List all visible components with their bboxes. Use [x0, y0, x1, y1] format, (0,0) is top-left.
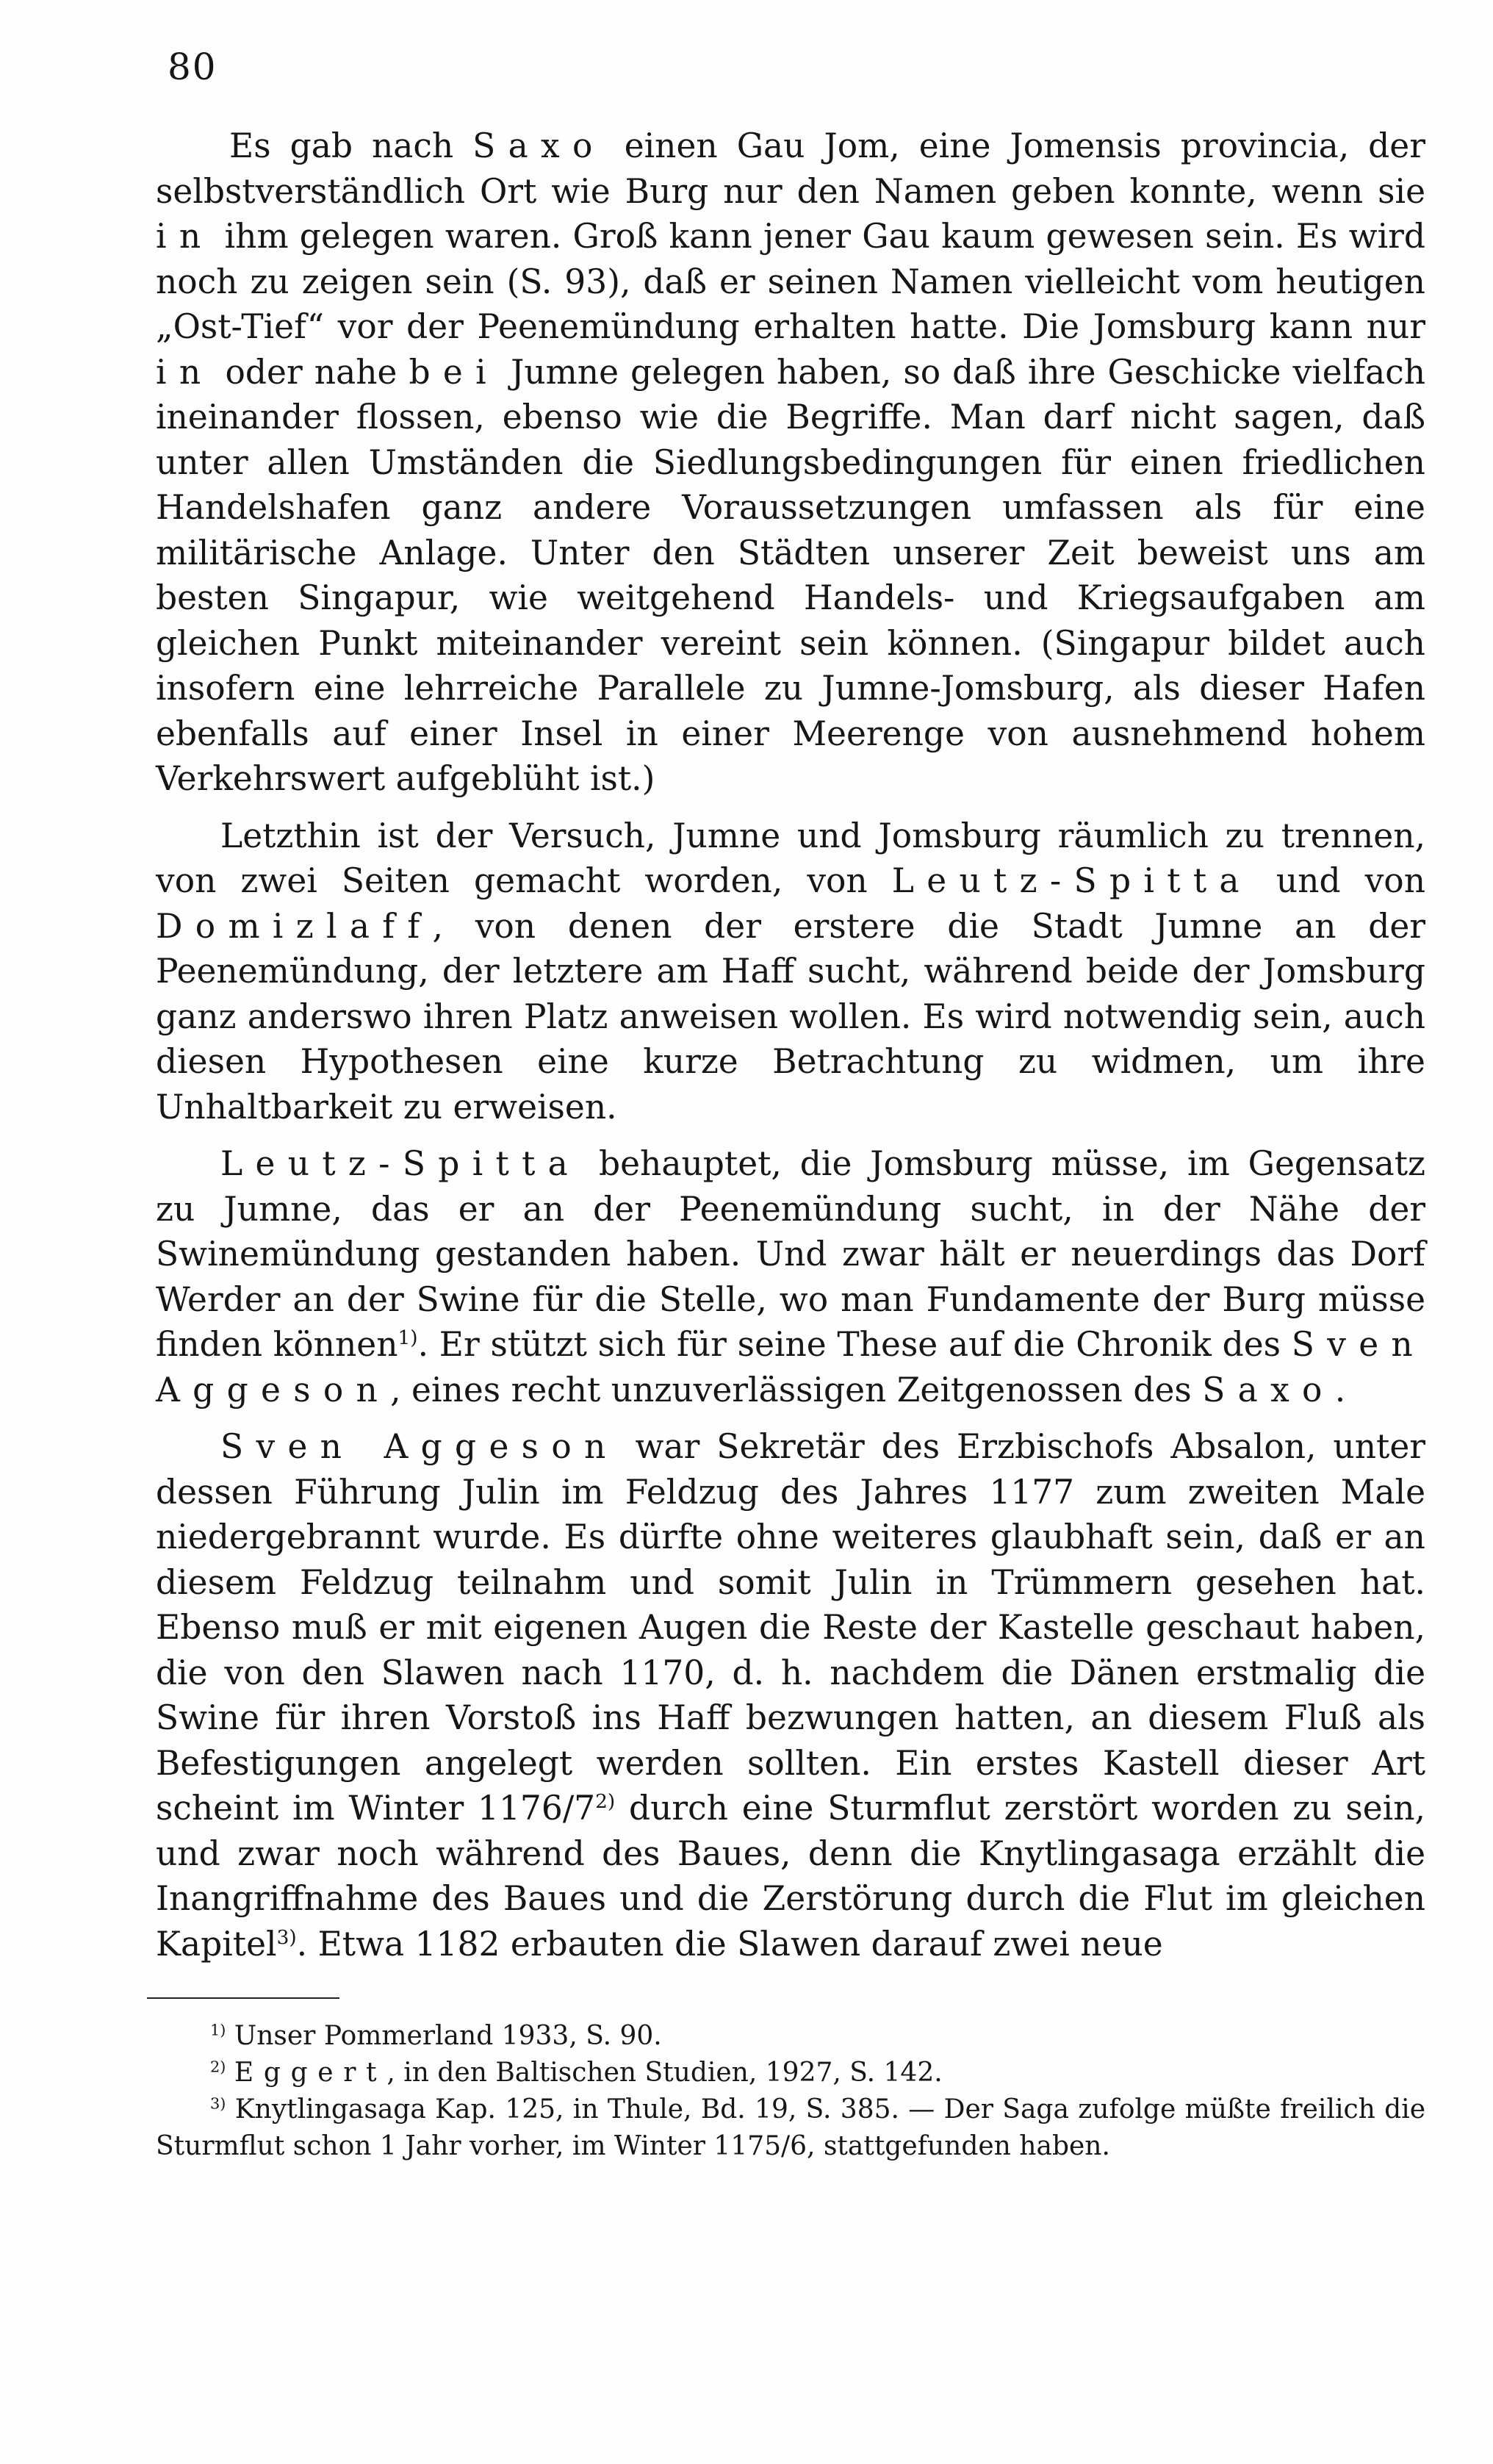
footnote-indent [156, 2021, 210, 2051]
text-run: . [1334, 1370, 1346, 1409]
text-run: Knytlingasaga Kap. 125, in Thule, Bd. 19, S. 385. — Der Saga zufolge müßte freilich die Sturmflut schon 1 Jahr vorher, im Winter 1175/6, stattgefunden haben. [156, 2094, 1425, 2161]
footnote-marker: 2) [210, 2058, 226, 2076]
footnote-marker: 2) [595, 1791, 616, 1814]
spaced-name: bei [409, 352, 499, 392]
text-run [226, 2058, 234, 2088]
footnote-marker: 1) [210, 2021, 226, 2039]
spaced-name: Saxo [1202, 1370, 1335, 1409]
spaced-name: Leutz-Spitta [220, 1144, 581, 1183]
footnote-marker: 1) [397, 1327, 418, 1350]
body-text [156, 123, 1425, 1966]
footnote-marker: 3) [210, 2094, 226, 2113]
footnote-indent [156, 2094, 210, 2124]
text-run: ihm gelegen waren. Groß kann jener Gau kaum gewesen sein. Es wird noch zu zeigen sein (S. 93), daß er seinen Namen vielleicht vom heutigen „Ost-Tief“ vor der Peenemündung erhalten hatte. Die Jomsburg kann nur [156, 217, 1425, 346]
footnotes [156, 2018, 1425, 2165]
spaced-name: in [156, 217, 214, 256]
paragraph [156, 1424, 1425, 1966]
spaced-name: Leutz-Spitta [891, 861, 1252, 900]
text-run: , eines recht unzuverlässigen Zeitgenossen des [390, 1370, 1203, 1409]
text-run: . Er stützt sich für seine These auf die Chronik des [417, 1325, 1292, 1364]
text-run: war Sekretär des Erzbischofs Absalon, unter dessen Führung Julin im Feldzug des Jahres 1177 zum zweiten Male niedergebrannt wurde. Es dürfte ohne weiteres glaubhaft sein, daß er an diesem Feldzug teilnahm und somit Julin in Trümmern gesehen hat. Ebenso muß er mit eigenen Augen die Reste der Kastelle geschaut haben, die von den Slawen nach 1170, d. h. nachdem die Dänen erstmalig die Swine für ihren Vorstoß ins Haff bezwungen hatten, an diesem Fluß als Befestigungen angelegt werden sollten. Ein erstes Kastell dieser Art scheint im Winter 1176/7 [156, 1427, 1425, 1828]
text-run: Unser Pommerland 1933, S. 90. [226, 2021, 662, 2051]
paragraph [156, 813, 1425, 1130]
paragraph [156, 123, 1425, 802]
text-run: Es gab nach [229, 126, 473, 165]
footnote [156, 2055, 1425, 2091]
text-run: und von [1251, 861, 1425, 900]
text-run: behauptet, die Jomsburg müsse, im Gegensatz zu Jumne, das er an der Peenemündung sucht, in der Nähe der Swinemündung gestanden haben. Und zwar hält er neuerdings das Dorf Werder an der Swine für die Stelle, wo man Fundamente der Burg müsse finden können [156, 1144, 1425, 1364]
spaced-name: Sven Aggeson [220, 1427, 619, 1466]
footnote-marker: 3) [276, 1926, 297, 1949]
spaced-name: Saxo [472, 126, 605, 165]
spaced-name: Domizlaff [156, 906, 433, 946]
text-run: . Etwa 1182 erbauten die Slawen darauf zwei neue [296, 1924, 1163, 1964]
footnote [156, 2091, 1425, 2165]
footnote [156, 2018, 1425, 2055]
text-run: oder nahe [213, 352, 409, 392]
text-run: einen Gau Jom, eine Jomensis provincia, der selbstverständlich Ort wie Burg nur den Namen geben konnte, wenn sie [156, 126, 1425, 211]
footnote-indent [156, 2058, 210, 2088]
spaced-name: Eggert [234, 2058, 387, 2088]
page-number: 80 [168, 46, 217, 88]
text-run: Jumne gelegen haben, so daß ihre Geschicke vielfach ineinander flossen, ebenso wie die Begriffe. Man darf nicht sagen, daß unter allen Umständen die Siedlungsbedingungen für einen friedlichen Handelshafen ganz andere Voraussetzungen umfassen als für eine militärische Anlage. Unter den Städten unserer Zeit beweist uns am besten Singapur, wie weitgehend Handels- und Kriegsaufgaben am gleichen Punkt miteinander vereint sein können. (Singapur bildet auch insofern eine lehrreiche Parallele zu Jumne-Jomsburg, als dieser Hafen ebenfalls auf einer Insel in einer Meerenge von ausnehmend hohem Verkehrswert aufgeblüht ist.) [156, 352, 1425, 798]
spaced-name: in [156, 352, 214, 392]
text-run: , von denen der erstere die Stadt Jumne an der Peenemündung, der letztere am Haff sucht, während beide der Jomsburg ganz anderswo ihren Platz anweisen wollen. Es wird notwendig sein, auch diesen Hypothesen eine kurze Betrachtung zu widmen, um ihre Unhaltbarkeit zu erweisen. [156, 906, 1425, 1127]
paragraph [156, 1141, 1425, 1412]
text-run: Letzthin ist der Versuch, Jumne und Jomsburg räumlich zu trennen, von zwei Seiten gemacht worden, von [156, 816, 1425, 900]
text-run: , in den Baltischen Studien, 1927, S. 142. [386, 2058, 943, 2088]
footnote-divider [147, 1997, 339, 1999]
text-run: durch eine Sturmflut zerstört worden zu sein, und zwar noch während des Baues, denn die Knytlingasaga erzählt die Inangriffnahme des Baues und die Zerstörung durch die Flut im gleichen Kapitel [156, 1789, 1425, 1964]
spaced-name: Sven Aggeson [156, 1325, 1426, 1409]
